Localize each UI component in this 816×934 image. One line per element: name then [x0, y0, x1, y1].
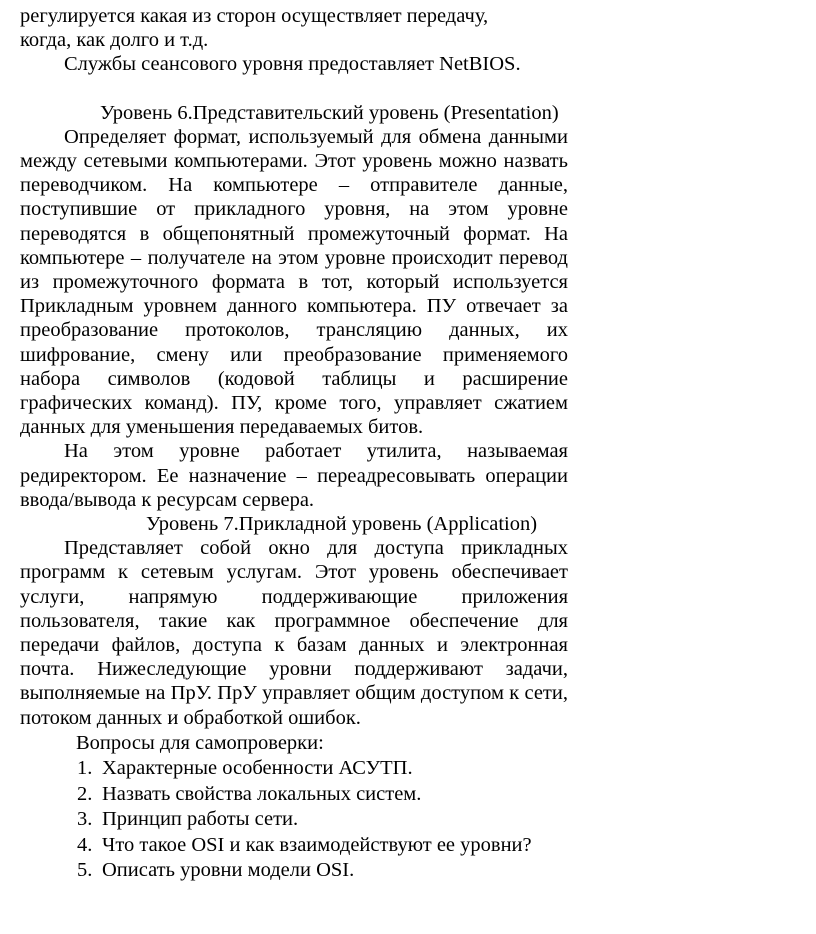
question-text: Что такое OSI и как взаимодействуют ее уровни? [102, 833, 532, 856]
netbios-sentence: Службы сеансового уровня предоставляет NetBIOS. [64, 53, 521, 76]
question-number: 4. [77, 833, 93, 856]
question-item [20, 782, 568, 808]
question-number: 2. [77, 782, 93, 805]
questions-list [20, 756, 568, 884]
session-text-line-2: когда, как долго и т.д. [20, 29, 209, 52]
questions-title: Вопросы для самопроверки: [76, 731, 324, 754]
level7-heading: Уровень 7.Прикладной уровень (Application) [146, 513, 538, 536]
session-text-line-1: регулируется какая из сторон осуществляет передачу, [20, 5, 489, 27]
question-item [20, 807, 568, 833]
question-text: Принцип работы сети. [102, 808, 299, 831]
level6-paragraph-1: Определяет формат, используемый для обмена данными между сетевыми компьютерами. Этот уровень можно назвать переводчиком. На компьютере – отправителе данные, поступившие от прикладного уровня, на этом уровне переводятся в общепонятный промежуточный формат. На компьютере – получателе на этом уровне происходит перевод из промежуточного формата в тот, который используется Прикладным уровнем данного компьютера. ПУ отвечает за преобразование протоколов, трансляцию данных, их шифрование, смену или преобразование применяемого набора символов (кодовой таблицы и расширение графических команд). ПУ, кроме того, управляет сжатием данных для уменьшения передаваемых битов. [20, 125, 568, 439]
level6-paragraph-2: На этом уровне работает утилита, называемая редиректором. Ее назначение – переадресовывать операции ввода/вывода к ресурсам сервера. [20, 440, 568, 511]
question-number: 5. [77, 859, 93, 882]
question-item [20, 858, 568, 884]
question-text: Назвать свойства локальных систем. [102, 782, 422, 805]
question-number: 1. [77, 757, 93, 780]
level7-paragraph-1: Представляет собой окно для доступа прикладных программ к сетевым услугам. Этот уровень обеспечивает услуги, напрямую поддерживающие приложения пользователя, такие как программное обеспечение для передачи файлов, доступа к базам данных и электронная почта. Нижеследующие уровни поддерживают задачи, выполняемые на ПрУ. ПрУ управляет общим доступом к сети, потоком данных и обработкой ошибок. [20, 537, 568, 729]
level6-heading: Уровень 6.Представительский уровень (Presentation) [100, 101, 559, 124]
question-number: 3. [77, 808, 93, 831]
question-text: Описать уровни модели OSI. [102, 859, 355, 882]
document-page [20, 4, 568, 884]
question-text: Характерные особенности АСУТП. [102, 757, 413, 780]
question-item [20, 833, 568, 859]
question-item [20, 756, 568, 782]
